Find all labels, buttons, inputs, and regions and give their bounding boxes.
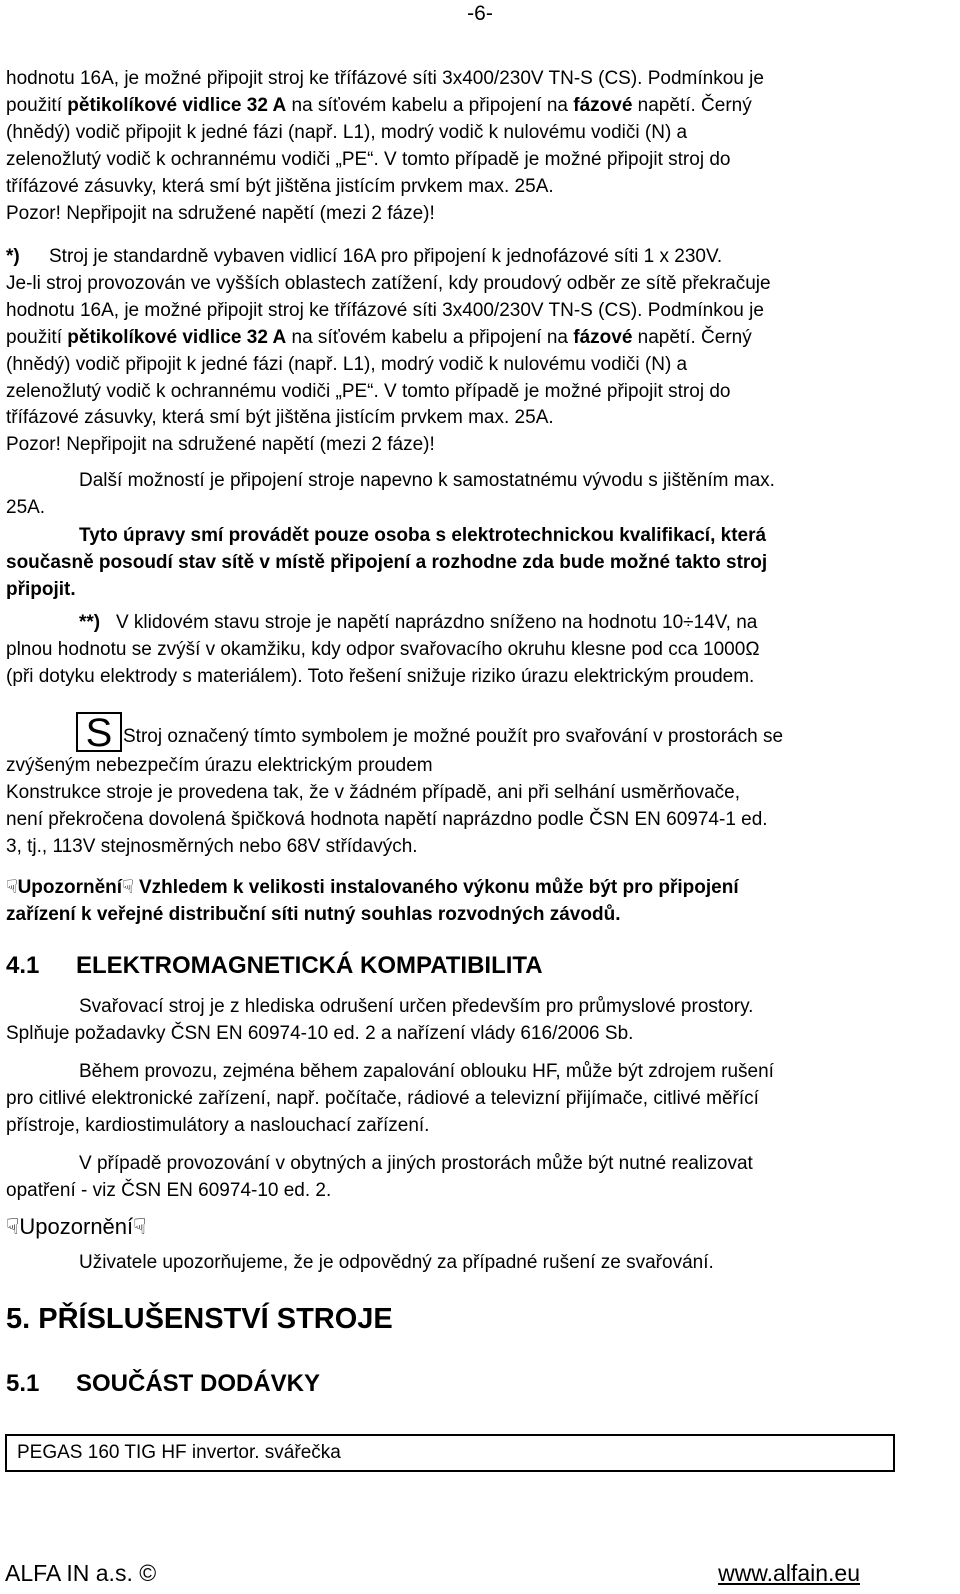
text-line: ☟Upozornění☟ — [6, 1212, 946, 1243]
text-line: (hnědý) vodič připojit k jedné fázi (např. L1), modrý vodič k nulovému vodiči (N) a — [6, 121, 688, 143]
text-line: zelenožlutý vodič k ochrannému vodiči „PE“. V tomto případě je možné připojit stroj do — [6, 148, 731, 170]
text-line: opatření - viz ČSN EN 60974-10 ed. 2. — [6, 1179, 332, 1201]
text-line: Konstrukce stroje je provedena tak, že v žádném případě, ani při selhání usměrňovače, — [6, 781, 741, 803]
pointing-hand-icon: ☟ — [6, 1215, 20, 1240]
text-line: *) Stroj je standardně vybaven vidlicí 16A pro připojení k jednofázové síti 1 x 230V. — [6, 246, 723, 267]
fixed-connection-paragraph — [6, 468, 946, 522]
qualification-warning — [6, 523, 946, 604]
text-line: hodnotu 16A, je možné připojit stroj ke třífázové síti 3x400/230V TN-S (CS). Podmínkou je — [6, 299, 764, 321]
text-line: Je-li stroj provozován ve vyšších oblastech zatížení, kdy proudový odběr ze sítě překračuje — [6, 272, 771, 294]
symbol-section — [6, 712, 946, 861]
text-line: současně posoudí stav sítě v místě připojení a rozhodne zda bude možné takto stroj — [6, 551, 768, 573]
emc-warning-text — [6, 1250, 946, 1277]
section-heading-4-1: 4.1 ELEKTROMAGNETICKÁ KOMPATIBILITA — [6, 952, 543, 979]
text-line: (hnědý) vodič připojit k jedné fázi (např. L1), modrý vodič k nulovému vodiči (N) a — [6, 353, 688, 375]
text-line: přístroje, kardiostimulátory a naslouchací zařízení. — [6, 1114, 430, 1136]
text-line: ☟Upozornění☟ Vzhledem k velikosti instalovaného výkonu může být pro připojení — [6, 874, 946, 902]
text-line: hodnotu 16A, je možné připojit stroj ke třífázové síti 3x400/230V TN-S (CS). Podmínkou je — [6, 68, 764, 89]
text-line: 3, tj., 113V stejnosměrných nebo 68V střídavých. — [6, 835, 418, 857]
text-line: **) V klidovém stavu stroje je napětí naprázdno sníženo na hodnotu 10÷14V, na — [79, 612, 758, 633]
text-line: Během provozu, zejména během zapalování oblouku HF, může být zdrojem rušení — [79, 1061, 774, 1082]
text-line: Pozor! Nepřipojit na sdružené napětí (mezi 2 fáze)! — [6, 202, 435, 224]
text-line: připojit. — [6, 578, 76, 600]
footer-company: ALFA IN a.s. © — [5, 1560, 157, 1586]
text-line: třífázové zásuvky, která smí být jištěna jistícím prvkem max. 25A. — [6, 175, 554, 197]
text-line: třífázové zásuvky, která smí být jištěna jistícím prvkem max. 25A. — [6, 407, 554, 429]
pointing-hand-icon: ☟ — [122, 876, 134, 898]
text-line: použití pětikolíkové vidlice 32 A na síťovém kabelu a připojení na fázové napětí. Černý — [6, 326, 752, 348]
emc-paragraph-1 — [6, 994, 946, 1048]
text-line: (při dotyku elektrody s materiálem). Toto řešení snižuje riziko úrazu elektrickým proudem. — [6, 665, 755, 687]
text-line: V případě provozování v obytných a jiných prostorách může být nutné realizovat — [79, 1153, 753, 1174]
text-line: Tyto úpravy smí provádět pouze osoba s elektrotechnickou kvalifikací, která — [79, 525, 767, 546]
star-note — [6, 244, 946, 459]
top-paragraph — [6, 66, 946, 227]
text-line: S Stroj označený tímto symbolem je možné použít pro svařování v prostorách se — [6, 712, 946, 753]
text-line: Uživatele upozorňujeme, že je odpovědný za případné rušení ze svařování. — [79, 1252, 714, 1273]
text-line: plnou hodnotu se zvýší v okamžiku, kdy odpor svařovacího okruhu klesne pod cca 1000Ω — [6, 638, 760, 660]
text-line: použití pětikolíkové vidlice 32 A na síťovém kabelu a připojení na fázové napětí. Černý — [6, 94, 752, 116]
text-line: pro citlivé elektronické zařízení, např. počítače, rádiové a televizní přijímače, citlivé měřící — [6, 1087, 759, 1109]
text-line: Svařovací stroj je z hlediska odrušení určen především pro průmyslové prostory. — [79, 996, 754, 1017]
section-heading-5-1: 5.1 SOUČÁST DODÁVKY — [6, 1370, 321, 1397]
text-line: Splňuje požadavky ČSN EN 60974-10 ed. 2 a nařízení vlády 616/2006 Sb. — [6, 1022, 634, 1044]
pointing-hand-icon: ☟ — [6, 876, 18, 898]
double-star-note — [6, 610, 946, 691]
s-symbol-icon: S — [76, 712, 122, 752]
text-line: zvýšeným nebezpečím úrazu elektrickým proudem — [6, 755, 433, 776]
text-line: zařízení k veřejné distribuční síti nutný souhlas rozvodných závodů. — [6, 903, 621, 925]
delivery-item-box: PEGAS 160 TIG HF invertor. svářečka — [5, 1434, 895, 1472]
power-warning — [6, 874, 946, 929]
text-line: není překročena dovolená špičková hodnota napětí naprázdno podle ČSN EN 60974-1 ed. — [6, 808, 768, 830]
emc-warning-heading — [6, 1212, 946, 1243]
section-heading-5: 5. PŘÍSLUŠENSTVÍ STROJE — [6, 1303, 393, 1335]
text-line: Pozor! Nepřipojit na sdružené napětí (mezi 2 fáze)! — [6, 434, 435, 456]
text-line: 25A. — [6, 496, 46, 518]
text-line: zelenožlutý vodič k ochrannému vodiči „PE“. V tomto případě je možné připojit stroj do — [6, 380, 731, 402]
emc-paragraph-2 — [6, 1059, 946, 1140]
footer-website-link[interactable]: www.alfain.eu — [718, 1560, 860, 1586]
page-number: -6- — [467, 2, 493, 25]
text-line: Další možností je připojení stroje napevno k samostatnému vývodu s jištěním max. — [79, 470, 775, 491]
emc-paragraph-3 — [6, 1151, 946, 1205]
pointing-hand-icon: ☟ — [133, 1215, 147, 1240]
